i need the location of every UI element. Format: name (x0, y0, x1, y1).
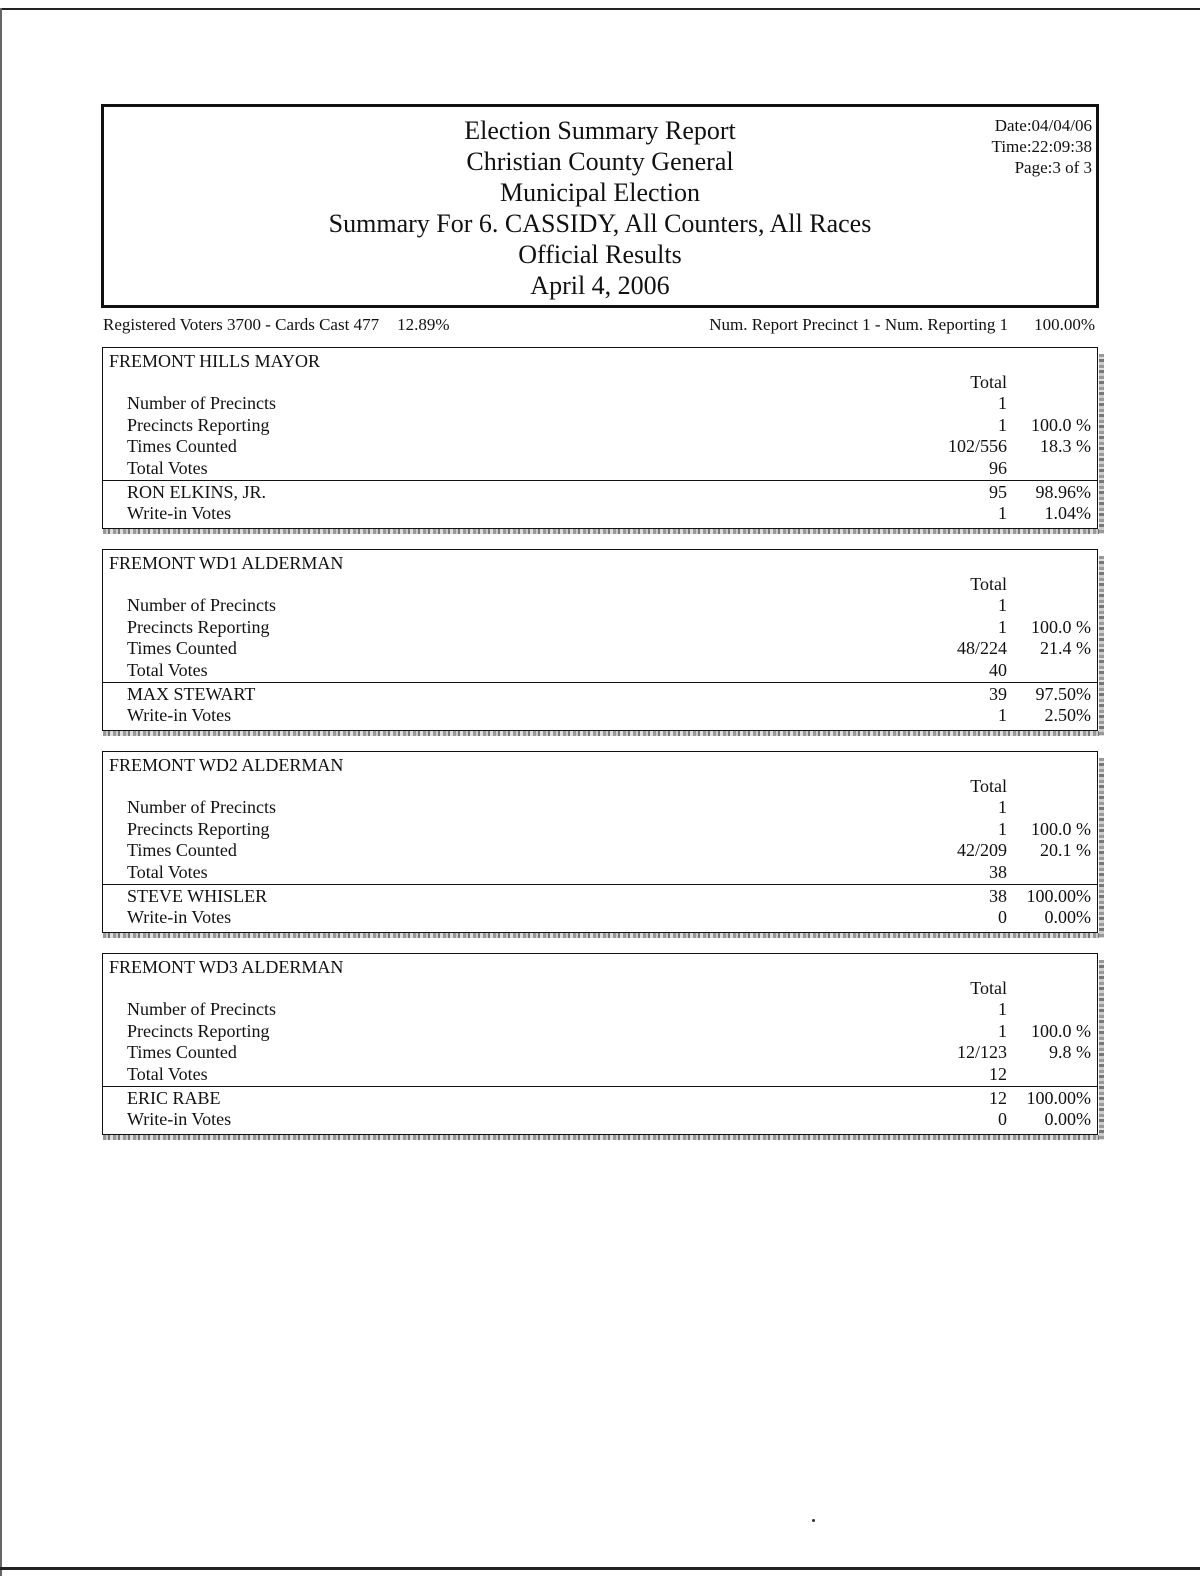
stat-value: 1 (998, 797, 1007, 817)
stat-percent: 100.0 % (1031, 1021, 1091, 1041)
candidate-name: Write-in Votes (127, 705, 232, 725)
stat-percent: 20.1 % (1040, 840, 1091, 860)
candidate-row (103, 1109, 1097, 1130)
stat-value: 42/209 (956, 840, 1007, 860)
candidate-row (103, 684, 1097, 705)
stat-label: Times Counted (127, 840, 237, 860)
candidate-row (103, 907, 1097, 928)
stat-percent: 100.0 % (1031, 617, 1091, 637)
stat-row (103, 660, 1097, 681)
turnout-percent: 12.89% (397, 315, 450, 334)
title-line: Municipal Election (499, 178, 700, 207)
race-title: FREMONT WD1 ALDERMAN (109, 553, 344, 573)
registered-voters-summary (103, 315, 450, 335)
candidate-votes: 0 (998, 907, 1007, 927)
candidate-name: RON ELKINS, JR. (127, 482, 267, 502)
stat-row (103, 862, 1097, 883)
candidate-name: STEVE WHISLER (127, 886, 268, 906)
stat-value: 1 (998, 819, 1007, 839)
report-title (104, 115, 1096, 301)
candidate-row (103, 482, 1097, 503)
candidate-percent: 100.00% (1026, 886, 1091, 906)
candidate-row (103, 1088, 1097, 1109)
candidate-percent: 0.00% (1044, 907, 1091, 927)
candidate-votes: 95 (989, 482, 1007, 502)
candidate-percent: 1.04% (1044, 503, 1091, 523)
stat-label: Total Votes (127, 660, 208, 680)
section-divider (103, 682, 1097, 683)
stat-label: Precincts Reporting (127, 415, 270, 435)
candidate-row (103, 503, 1097, 524)
stat-row (103, 819, 1097, 840)
candidate-votes: 38 (989, 886, 1007, 906)
candidate-percent: 97.50% (1035, 684, 1091, 704)
stat-label: Times Counted (127, 1042, 237, 1062)
candidate-name: Write-in Votes (127, 503, 232, 523)
candidate-row (103, 886, 1097, 907)
stat-percent: 100.0 % (1031, 415, 1091, 435)
precinct-reporting-text: Num. Report Precinct 1 - Num. Reporting 1 (709, 315, 1009, 334)
race-box (102, 953, 1098, 1135)
candidate-name: ERIC RABE (127, 1088, 221, 1108)
candidate-percent: 98.96% (1035, 482, 1091, 502)
report-page: Page:3 of 3 (1014, 158, 1092, 177)
candidate-percent: 0.00% (1044, 1109, 1091, 1129)
report-header (101, 104, 1099, 308)
stat-value: 38 (989, 862, 1007, 882)
stat-row (103, 458, 1097, 479)
stat-label: Number of Precincts (127, 797, 276, 817)
stat-row (103, 1042, 1097, 1063)
title-line: Election Summary Report (464, 116, 736, 145)
reporting-percent: 100.00% (1034, 315, 1095, 334)
title-line: Official Results (518, 240, 682, 269)
stat-percent: 21.4 % (1040, 638, 1091, 658)
candidate-votes: 12 (989, 1088, 1007, 1108)
stat-value: 1 (998, 1021, 1007, 1041)
stat-value: 1 (998, 999, 1007, 1019)
stat-row (103, 436, 1097, 457)
stat-percent: 100.0 % (1031, 819, 1091, 839)
stat-row (103, 1064, 1097, 1085)
total-header-row (103, 372, 1097, 393)
total-header: Total (970, 776, 1007, 796)
stat-value: 1 (998, 393, 1007, 413)
total-header: Total (970, 372, 1007, 392)
stat-label: Precincts Reporting (127, 1021, 270, 1041)
stat-row (103, 638, 1097, 659)
stat-label: Precincts Reporting (127, 617, 270, 637)
stat-label: Total Votes (127, 1064, 208, 1084)
registered-voters-text: Registered Voters 3700 - Cards Cast 477 (103, 315, 380, 334)
stat-row (103, 393, 1097, 414)
stat-label: Precincts Reporting (127, 819, 270, 839)
race-box (102, 751, 1098, 933)
candidate-name: MAX STEWART (127, 684, 256, 704)
scan-edge-bottom (0, 1567, 1200, 1570)
report-time: Time:22:09:38 (991, 137, 1092, 156)
race-box (102, 347, 1098, 529)
report-meta (992, 115, 1092, 178)
section-divider (103, 884, 1097, 885)
stat-label: Number of Precincts (127, 393, 276, 413)
title-line: Summary For 6. CASSIDY, All Counters, All Races (328, 209, 872, 238)
stat-value: 1 (998, 415, 1007, 435)
stat-label: Total Votes (127, 862, 208, 882)
total-header: Total (970, 574, 1007, 594)
total-header-row (103, 776, 1097, 797)
stat-row (103, 595, 1097, 616)
race-title: FREMONT HILLS MAYOR (109, 351, 321, 371)
stat-percent: 9.8 % (1049, 1042, 1091, 1062)
stat-label: Times Counted (127, 436, 237, 456)
candidate-votes: 1 (998, 503, 1007, 523)
stat-value: 1 (998, 617, 1007, 637)
candidate-votes: 1 (998, 705, 1007, 725)
stat-value: 1 (998, 595, 1007, 615)
total-header: Total (970, 978, 1007, 998)
stat-row (103, 1021, 1097, 1042)
stat-percent: 18.3 % (1040, 436, 1091, 456)
report-date: Date:04/04/06 (994, 116, 1092, 135)
stat-row (103, 797, 1097, 818)
stat-label: Number of Precincts (127, 999, 276, 1019)
stat-label: Times Counted (127, 638, 237, 658)
scan-speck (812, 1519, 815, 1522)
race-box (102, 549, 1098, 731)
stat-row (103, 840, 1097, 861)
stat-value: 12/123 (956, 1042, 1007, 1062)
title-line: April 4, 2006 (530, 271, 670, 300)
candidate-percent: 2.50% (1044, 705, 1091, 725)
total-header-row (103, 978, 1097, 999)
scan-edge-top (0, 8, 1200, 10)
stat-value: 102/556 (947, 436, 1007, 456)
stat-row (103, 999, 1097, 1020)
stat-label: Total Votes (127, 458, 208, 478)
stat-value: 96 (989, 458, 1007, 478)
precinct-reporting-summary (709, 315, 1095, 335)
candidate-name: Write-in Votes (127, 907, 232, 927)
candidate-votes: 39 (989, 684, 1007, 704)
stat-row (103, 415, 1097, 436)
candidate-name: Write-in Votes (127, 1109, 232, 1129)
section-divider (103, 480, 1097, 481)
race-title: FREMONT WD2 ALDERMAN (109, 755, 344, 775)
total-header-row (103, 574, 1097, 595)
candidate-percent: 100.00% (1026, 1088, 1091, 1108)
stat-value: 40 (989, 660, 1007, 680)
candidate-row (103, 705, 1097, 726)
title-line: Christian County General (466, 147, 734, 176)
section-divider (103, 1086, 1097, 1087)
stat-value: 12 (989, 1064, 1007, 1084)
scan-edge-left (0, 8, 2, 1576)
candidate-votes: 0 (998, 1109, 1007, 1129)
stat-label: Number of Precincts (127, 595, 276, 615)
stat-value: 48/224 (956, 638, 1007, 658)
stat-row (103, 617, 1097, 638)
race-title: FREMONT WD3 ALDERMAN (109, 957, 344, 977)
